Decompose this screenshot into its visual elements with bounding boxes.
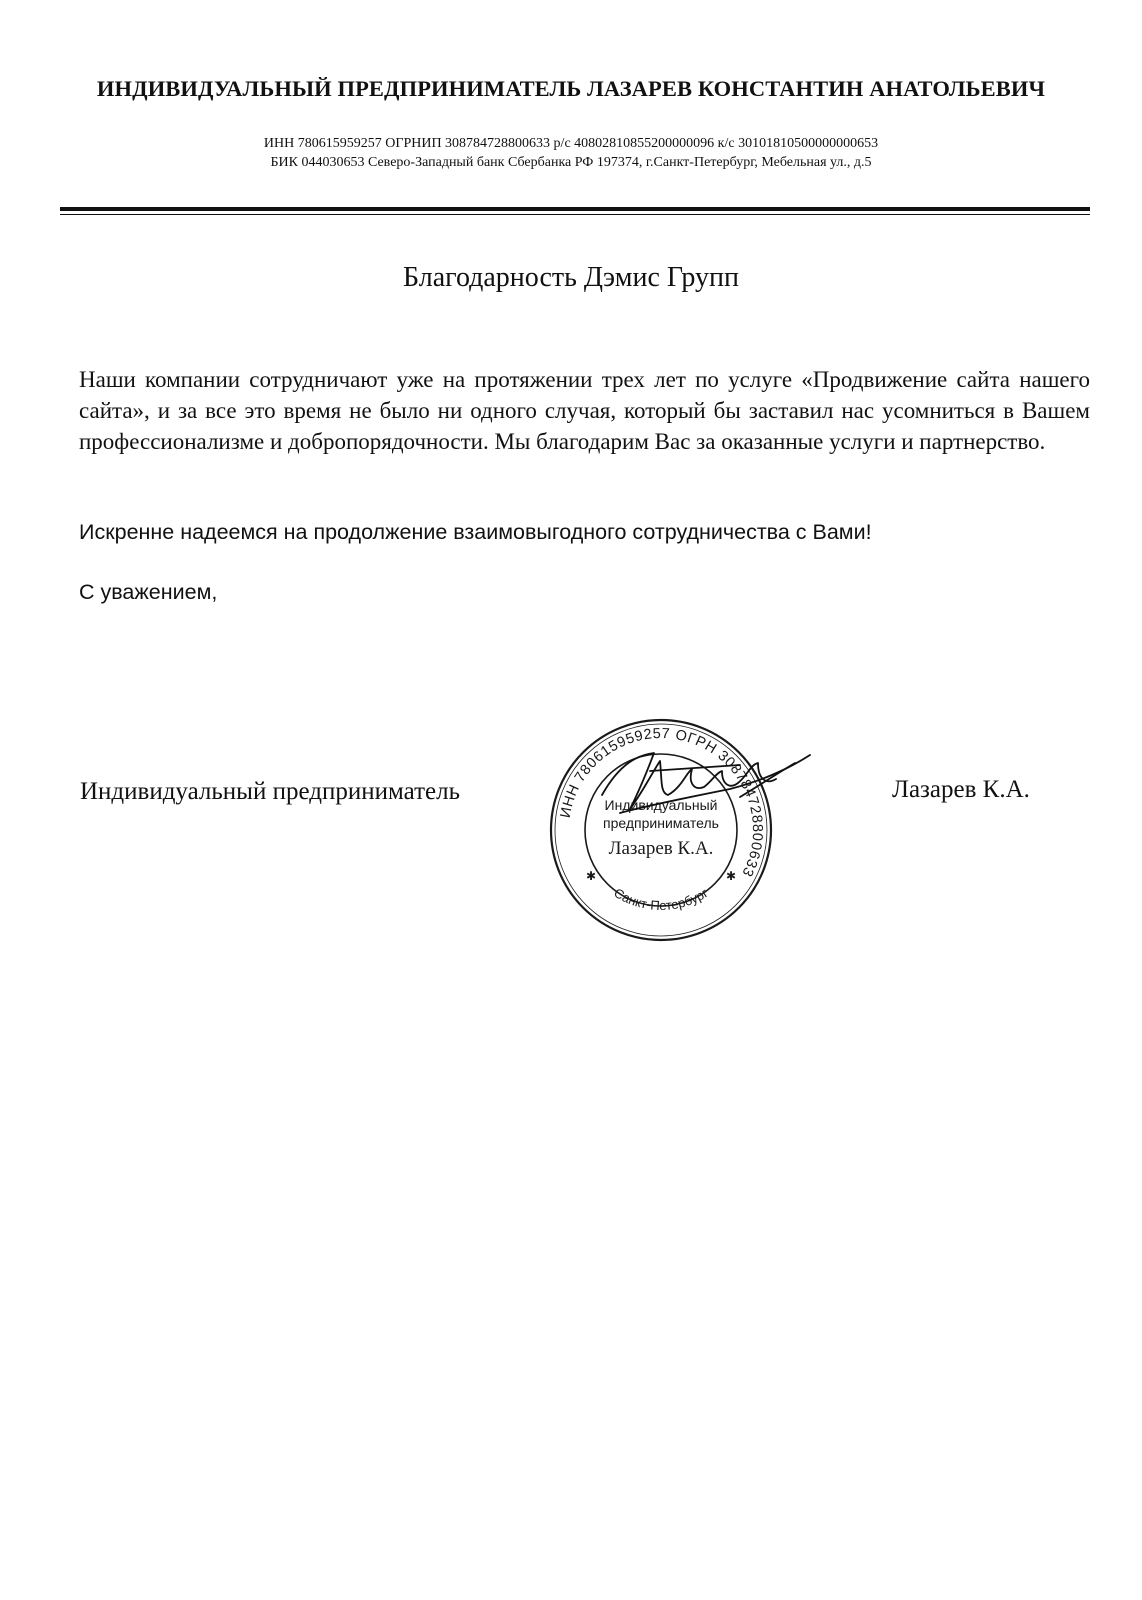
stamp-star-right-icon: ✱ xyxy=(726,869,737,883)
letterhead-divider-thick xyxy=(60,207,1090,211)
closing-wish: Искренне надеемся на продолжение взаимовыгодного сотрудничества с Вами! xyxy=(79,520,872,544)
stamp-center-line-1: Индивидуальный xyxy=(604,797,718,813)
requisites-line-2: БИК 044030653 Северо-Западный банк Сбербанка РФ 197374, г.Санкт-Петербург, Мебельная ул., д.5 xyxy=(270,155,872,170)
stamp-center-line-2: предприниматель xyxy=(603,815,719,831)
svg-text:Санкт-Петербург xyxy=(611,885,711,913)
signatory-name: Лазарев К.А. xyxy=(892,776,1030,803)
stamp-center-line-3: Лазарев К.А. xyxy=(608,838,714,859)
letterhead-title: ИНДИВИДУАЛЬНЫЙ ПРЕДПРИНИМАТЕЛЬ ЛАЗАРЕВ КОНСТАНТИН АНАТОЛЬЕВИЧ xyxy=(96,76,1046,101)
document-title: Благодарность Дэмис Групп xyxy=(403,262,739,293)
handwritten-signature xyxy=(590,735,820,845)
body-paragraph: Наши компании сотрудничают уже на протяжении трех лет по услуге «Продвижение сайта нашего сайта», и за все это время не было ни одного случая, который бы заставил нас усомниться в Вашем профессионализме и добропорядочности. Мы благодарим Вас за оказанные услуги и партнерство. xyxy=(79,367,1090,454)
stamp-bottom-text: Санкт-Петербург xyxy=(611,884,711,914)
stamp-ring-text: ИНН 780615959257 ОГРН 308784728800633 xyxy=(557,725,766,880)
letterhead-requisites xyxy=(60,134,1082,172)
closing-regards: С уважением, xyxy=(79,580,218,604)
requisites-line-1: ИНН 780615959257 ОГРНИП 308784728800633 р/с 40802810855200000096 к/с 30101810500000000653 xyxy=(263,136,879,151)
letterhead-divider-thin xyxy=(60,214,1090,215)
signatory-position: Индивидуальный предприниматель xyxy=(80,778,460,805)
stamp-star-left-icon: ✱ xyxy=(586,869,597,883)
